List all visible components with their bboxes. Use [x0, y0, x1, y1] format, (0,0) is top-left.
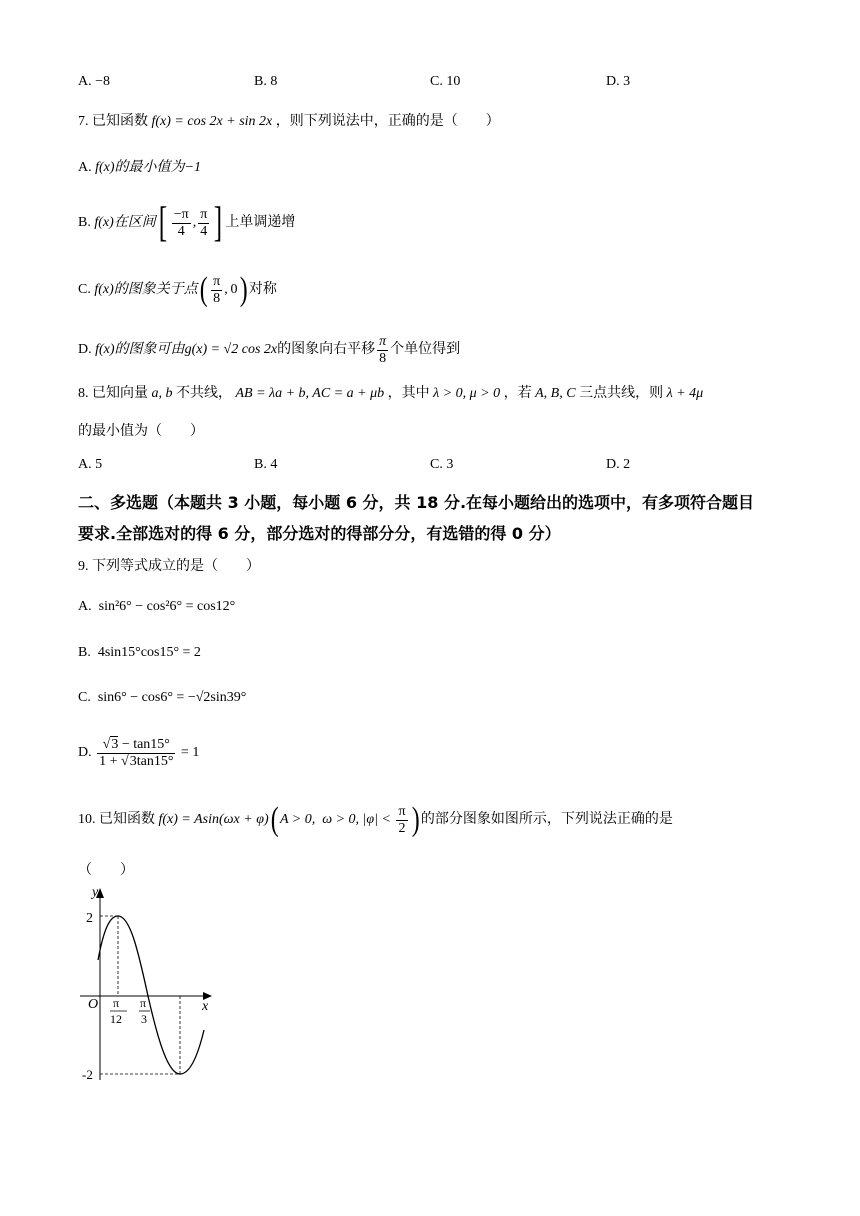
q8-stem-mid4: 三点共线，则 [579, 386, 664, 401]
q7-c-point: ( $\frac{\pi}{8}$ , 0) [199, 271, 248, 308]
q9-d-fraction: $\frac{√3 - \tan 15^\circ}{1 + √3\tan 15^\circ}$ [99, 736, 174, 769]
q7-stem [78, 112, 500, 132]
q8-vector-equations: AB = λa + b, AC = a + μb [235, 386, 385, 401]
q7-c-label: C. [78, 282, 91, 297]
q9-option-b [78, 643, 201, 663]
q9-option-a [78, 597, 235, 617]
q7-function: f(x) = cos 2x + sin 2x [151, 114, 273, 129]
q7-b-interval: [ $\frac{-\pi}{4}$ , $\frac{\pi}{4}$ ] [158, 200, 223, 246]
q7-d-pre: f(x)的图象可由 [95, 342, 185, 357]
q7-b-label: B. [78, 215, 91, 230]
q7-c-pre: f(x)的图象关于点 [94, 282, 198, 297]
q7-stem-pre: 7. 已知函数 [78, 114, 148, 129]
q7-option-a [78, 158, 201, 178]
q8-stem-mid1: 不共线， [176, 386, 232, 401]
q8-stem-line1 [78, 384, 703, 404]
q9-c-label: C. [78, 690, 91, 705]
q10-function: f(x) = Asin(ωx + φ) [158, 812, 269, 827]
q9-a-text: sin²6° − cos²6° = cos12° [98, 599, 236, 614]
q9-option-c [78, 688, 246, 708]
origin-label: O [88, 997, 99, 1012]
x-axis-label: x [202, 999, 209, 1014]
q10-sine-graph [80, 880, 220, 1090]
y-max-label: 2 [86, 911, 93, 926]
q9-option-d: D. $\frac{√3 - \tan 15^\circ}{1 + √3\tan 15^\circ}$ = 1 [78, 736, 200, 769]
q7-a-text: f(x)的最小值为−1 [95, 160, 201, 175]
q10-stem [78, 798, 673, 842]
q8-vectors: a, b [151, 386, 173, 401]
q6-option-c: C. 10 [430, 74, 461, 89]
q9-b-label: B. [78, 645, 91, 660]
tick2-denominator: 3 [141, 1012, 147, 1026]
q9-b-text: 4sin15°cos15° = 2 [97, 645, 201, 660]
q9-c-text: sin6° − cos6° = −√2sin39° [97, 690, 247, 705]
q9-stem: 9. 下列等式成立的是（ ） [78, 559, 260, 574]
q8-option-a: A. 5 [78, 457, 103, 472]
section2-heading-line1: 二、多选题（本题共 3 小题，每小题 6 分，共 18 分.在每小题给出的选项中，有多项符合题目 [78, 493, 755, 512]
q9-d-label: D. [78, 745, 92, 760]
tick1-denominator: 12 [110, 1012, 122, 1026]
q10-stem-line2: （ ） [78, 863, 134, 878]
q8-option-b: B. 4 [254, 457, 278, 472]
section2-heading-line2: 要求.全部选对的得 6 分，部分选对的得部分分，有选错的得 0 分） [78, 524, 561, 543]
q6-option-a: A. −8 [78, 74, 111, 89]
q7-c-post: 对称 [248, 282, 277, 297]
q10-condition: ( A > 0, ω > 0, |φ| < $\frac{\pi}{2}$ ) [270, 801, 420, 838]
q8-stem-pre: 8. 已知向量 [78, 386, 148, 401]
q8-option-c: C. 3 [430, 457, 454, 472]
q6-option-b: B. 8 [254, 74, 278, 89]
q8-stem-mid3: ，若 [503, 386, 532, 401]
q8-condition: λ > 0, μ > 0 [433, 386, 501, 401]
q7-stem-post: ，则下列说法中，正确的是（ ） [275, 114, 500, 129]
q7-d-g: g(x) = √2 cos 2x [184, 342, 278, 357]
q8-stem-line2: 的最小值为（ ） [78, 424, 204, 439]
tick1-numerator: π [113, 996, 120, 1010]
q7-b-pre: f(x)在区间 [94, 215, 156, 230]
q7-d-post: 个单位得到 [390, 342, 461, 357]
q8-points: A, B, C [535, 386, 576, 401]
q10-stem-pre: 10. 已知函数 [78, 812, 155, 827]
q7-d-label: D. [78, 342, 92, 357]
q8-expression: λ + 4μ [666, 386, 704, 401]
q7-d-mid: 的图象向右平移 [277, 342, 376, 357]
q6-option-d: D. 3 [606, 74, 631, 89]
q7-d-shift: $\frac{\pi}{8}$ [379, 333, 387, 366]
q9-a-label: A. [78, 599, 92, 614]
q10-stem-post: 的部分图象如图所示，下列说法正确的是 [420, 812, 673, 827]
tick2-numerator: π [140, 996, 147, 1010]
y-axis-label: y [92, 885, 99, 900]
q7-option-d [78, 330, 460, 370]
q8-stem-mid2: ，其中 [387, 386, 430, 401]
q7-option-b [78, 200, 295, 246]
q7-option-c [78, 266, 277, 314]
q8-option-d: D. 2 [606, 457, 631, 472]
sine-curve [98, 916, 204, 1074]
q7-b-post: 上单调递增 [225, 215, 296, 230]
q7-a-label: A. [78, 160, 92, 175]
y-min-label: -2 [82, 1067, 93, 1082]
